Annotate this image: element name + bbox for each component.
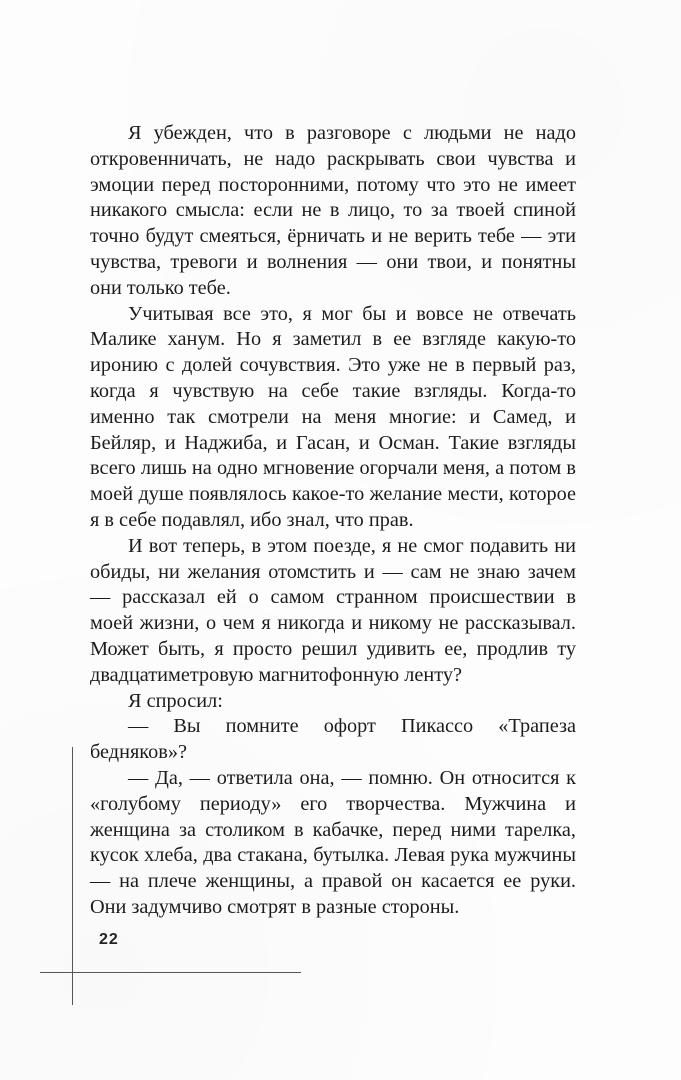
paragraph: Я спросил: [128, 689, 223, 712]
paragraph: — Вы помните офорт Пикассо «Трапеза бедняков»? [90, 715, 576, 764]
paragraph: Я убежден, что в разговоре с людьми не надо откровенничать, не надо раскрывать свои чувства и эмоции перед посторонними, потому что это не имеет никакого смысла: если не в лицо, то за твоей спиной точно будут смеяться, ёрничать и не верить тебе — эти чувства, тревоги и волнения — они твои, и понятны они только тебе. [90, 122, 576, 299]
page-number: 22 [99, 931, 119, 948]
page-text-block [90, 121, 576, 921]
paragraph: И вот теперь, в этом поезде, я не смог подавить ни обиды, ни желания отомстить и — сам не знаю зачем — рассказал ей о самом странном происшествии в моей жизни, о чем я никогда и никому не рассказывал. Может быть, я просто решил удивить ее, продлив ту двадцатиметровую магнитофонную ленту? [90, 534, 576, 686]
paragraph: Учитывая все это, я мог бы и вовсе не отвечать Малике ханум. Но я заметил в ее взгляде какую-то иронию с долей сочувствия. Это уже не в первый раз, когда я чувствую на себе такие взгляды. Когда-то именно так смотрели на меня многие: и Самед, и Бейляр, и Наджиба, и Гасан, и Осман. Такие взгляды всего лишь на одно мгновение огорчали меня, а потом в моей душе появлялось какое-то желание мести, которое я в себе подавлял, ибо знал, что прав. [90, 302, 576, 531]
paragraph: — Да, — ответила она, — помню. Он относится к «голубому периоду» его творчества. Мужчина и женщина за столиком в кабачке, перед ними тарелка, кусок хлеба, два стакана, бутылка. Левая рука мужчины — на плече женщины, а правой он касается ее руки. Они задумчиво смотрят в разные стороны. [90, 766, 576, 918]
crop-mark-vertical-line [72, 747, 73, 1005]
crop-mark-horizontal-line [40, 972, 301, 973]
